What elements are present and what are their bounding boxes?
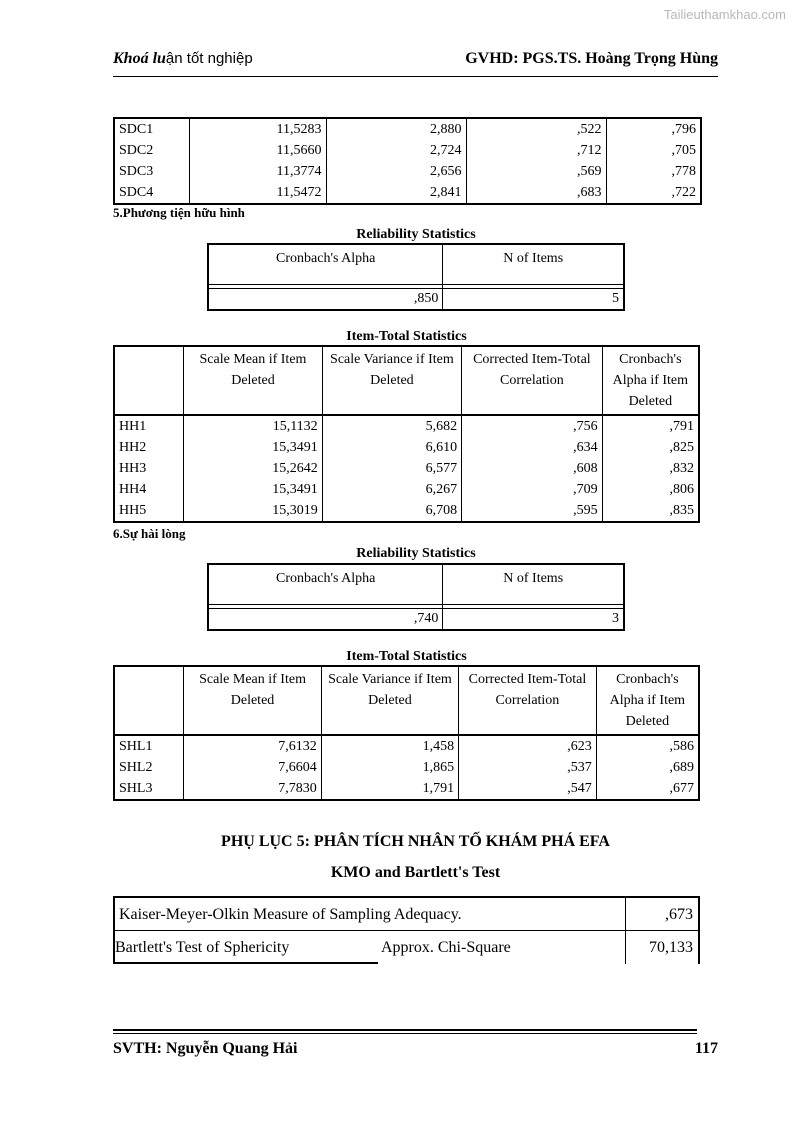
table-cell: 6,267 — [322, 479, 461, 500]
row-label: SDC3 — [114, 161, 189, 182]
table-cell: 11,5472 — [189, 182, 326, 204]
table-cell: 1,791 — [321, 778, 458, 800]
s6-itm-header-mean: Scale Mean if Item Deleted — [184, 666, 321, 735]
row-label: HH5 — [114, 500, 184, 522]
table-cell: 15,2642 — [184, 458, 322, 479]
table-cell: 7,7830 — [184, 778, 321, 800]
row-label: SDC4 — [114, 182, 189, 204]
table-cell: ,683 — [466, 182, 606, 204]
hh-row — [114, 479, 699, 500]
row-label: HH1 — [114, 415, 184, 437]
kmo-row-divider — [113, 930, 700, 931]
s5-itm-header-mean: Scale Mean if Item Deleted — [184, 346, 322, 415]
sdc-row — [114, 182, 701, 204]
table-cell: ,825 — [602, 437, 699, 458]
table-cell: ,689 — [596, 757, 699, 778]
table-cell: 11,3774 — [189, 161, 326, 182]
table-cell: 2,724 — [326, 140, 466, 161]
table-cell: 11,5660 — [189, 140, 326, 161]
header-left — [113, 50, 253, 68]
row-label: SHL2 — [114, 757, 184, 778]
s5-itm-header-variance: Scale Variance if Item Deleted — [322, 346, 461, 415]
table-cell: 2,880 — [326, 118, 466, 140]
row-label: HH3 — [114, 458, 184, 479]
s6-item-total-table — [113, 665, 700, 801]
table-cell: 15,3491 — [184, 437, 322, 458]
s6-rel-header-alpha: Cronbach's Alpha — [208, 564, 443, 605]
table-cell: 15,3491 — [184, 479, 322, 500]
table-cell: 1,458 — [321, 735, 458, 757]
kmo-table — [113, 896, 700, 964]
kmo-value: ,673 — [665, 906, 693, 923]
kmo-bottom-border — [113, 962, 378, 964]
table-cell: 7,6132 — [184, 735, 321, 757]
table-cell: 15,3019 — [184, 500, 322, 522]
s6-itm-header-blank — [114, 666, 184, 735]
table-cell: 6,577 — [322, 458, 461, 479]
table-cell: 2,841 — [326, 182, 466, 204]
table-cell: ,634 — [462, 437, 603, 458]
watermark: Tailieuthamkhao.com — [663, 7, 786, 22]
footer-divider — [113, 1029, 697, 1031]
table-cell: 6,708 — [322, 500, 461, 522]
s6-itm-header-alpha: Cronbach's Alpha if Item Deleted — [596, 666, 699, 735]
bartlett-label: Bartlett's Test of Sphericity — [115, 939, 290, 956]
s6-rel-header-items: N of Items — [443, 564, 624, 605]
page-number: 117 — [694, 1040, 718, 1057]
table-cell: 1,865 — [321, 757, 458, 778]
section-6-title: 6.Sự hài lòng — [113, 526, 186, 541]
header-left-rest: ận tốt nghiệp — [165, 50, 253, 67]
section-5-title: 5.Phương tiện hữu hình — [113, 205, 245, 220]
kmo-label: Kaiser-Meyer-Olkin Measure of Sampling Adequacy. — [119, 906, 462, 923]
table-cell: ,586 — [596, 735, 699, 757]
hh-row — [114, 500, 699, 522]
s6-rel-value-items: 3 — [443, 609, 624, 631]
table-cell: ,722 — [606, 182, 701, 204]
table-cell: 15,1132 — [184, 415, 322, 437]
table-cell: ,796 — [606, 118, 701, 140]
s6-reliability-table — [207, 563, 625, 631]
sdc-row — [114, 118, 701, 140]
shl-row — [114, 778, 699, 800]
table-cell: ,623 — [459, 735, 597, 757]
s6-itm-header-variance: Scale Variance if Item Deleted — [321, 666, 458, 735]
s5-itm-header-correlation: Corrected Item-Total Correlation — [462, 346, 603, 415]
table-cell: ,608 — [462, 458, 603, 479]
sdc-row — [114, 161, 701, 182]
bartlett-value: 70,133 — [649, 939, 693, 956]
table-cell: ,832 — [602, 458, 699, 479]
table-cell: ,712 — [466, 140, 606, 161]
kmo-top-border — [113, 896, 700, 898]
s5-rel-value-alpha: ,850 — [208, 289, 443, 311]
row-label: HH4 — [114, 479, 184, 500]
s6-itm-header-correlation: Corrected Item-Total Correlation — [459, 666, 597, 735]
table-cell: ,778 — [606, 161, 701, 182]
s6-rel-value-alpha: ,740 — [208, 609, 443, 631]
table-cell: 5,682 — [322, 415, 461, 437]
appendix-title: PHỤ LỤC 5: PHÂN TÍCH NHÂN TỐ KHÁM PHÁ EFA — [221, 833, 610, 850]
s5-itm-header-blank — [114, 346, 184, 415]
table-cell: ,595 — [462, 500, 603, 522]
table-cell: 2,656 — [326, 161, 466, 182]
shl-row — [114, 757, 699, 778]
table-cell: ,547 — [459, 778, 597, 800]
footer-author: SVTH: Nguyễn Quang Hải — [113, 1040, 298, 1057]
header-right: GVHD: PGS.TS. Hoàng Trọng Hùng — [465, 50, 718, 67]
hh-row — [114, 415, 699, 437]
header-divider — [113, 76, 718, 77]
table-cell: ,522 — [466, 118, 606, 140]
table-cell: ,677 — [596, 778, 699, 800]
hh-row — [114, 458, 699, 479]
table-cell: ,791 — [602, 415, 699, 437]
row-label: HH2 — [114, 437, 184, 458]
s5-itm-header-alpha: Cronbach's Alpha if Item Deleted — [602, 346, 699, 415]
kmo-caption: KMO and Bartlett's Test — [330, 864, 501, 881]
table-cell: 11,5283 — [189, 118, 326, 140]
table-cell: ,537 — [459, 757, 597, 778]
s5-rel-header-items: N of Items — [443, 244, 624, 285]
hh-row — [114, 437, 699, 458]
footer-divider-thin — [113, 1033, 697, 1034]
s5-reliability-table — [207, 243, 625, 311]
shl-row — [114, 735, 699, 757]
s5-item-total-table — [113, 345, 700, 523]
header-left-italic: Khoá lu — [113, 50, 166, 67]
table-cell: ,709 — [462, 479, 603, 500]
s6-item-total-caption: Item-Total Statistics — [346, 649, 467, 664]
row-label: SHL1 — [114, 735, 184, 757]
s5-rel-value-items: 5 — [443, 289, 624, 311]
s5-reliability-caption: Reliability Statistics — [356, 227, 476, 242]
table-cell: ,705 — [606, 140, 701, 161]
table-cell: ,835 — [602, 500, 699, 522]
sdc-table — [113, 117, 702, 205]
sdc-row — [114, 140, 701, 161]
row-label: SDC1 — [114, 118, 189, 140]
table-cell: 6,610 — [322, 437, 461, 458]
s6-reliability-caption: Reliability Statistics — [356, 546, 476, 561]
bartlett-sub: Approx. Chi-Square — [381, 939, 511, 956]
table-cell: ,569 — [466, 161, 606, 182]
table-cell: 7,6604 — [184, 757, 321, 778]
row-label: SHL3 — [114, 778, 184, 800]
s5-rel-header-alpha: Cronbach's Alpha — [208, 244, 443, 285]
table-cell: ,756 — [462, 415, 603, 437]
table-cell: ,806 — [602, 479, 699, 500]
row-label: SDC2 — [114, 140, 189, 161]
s5-item-total-caption: Item-Total Statistics — [346, 329, 467, 344]
